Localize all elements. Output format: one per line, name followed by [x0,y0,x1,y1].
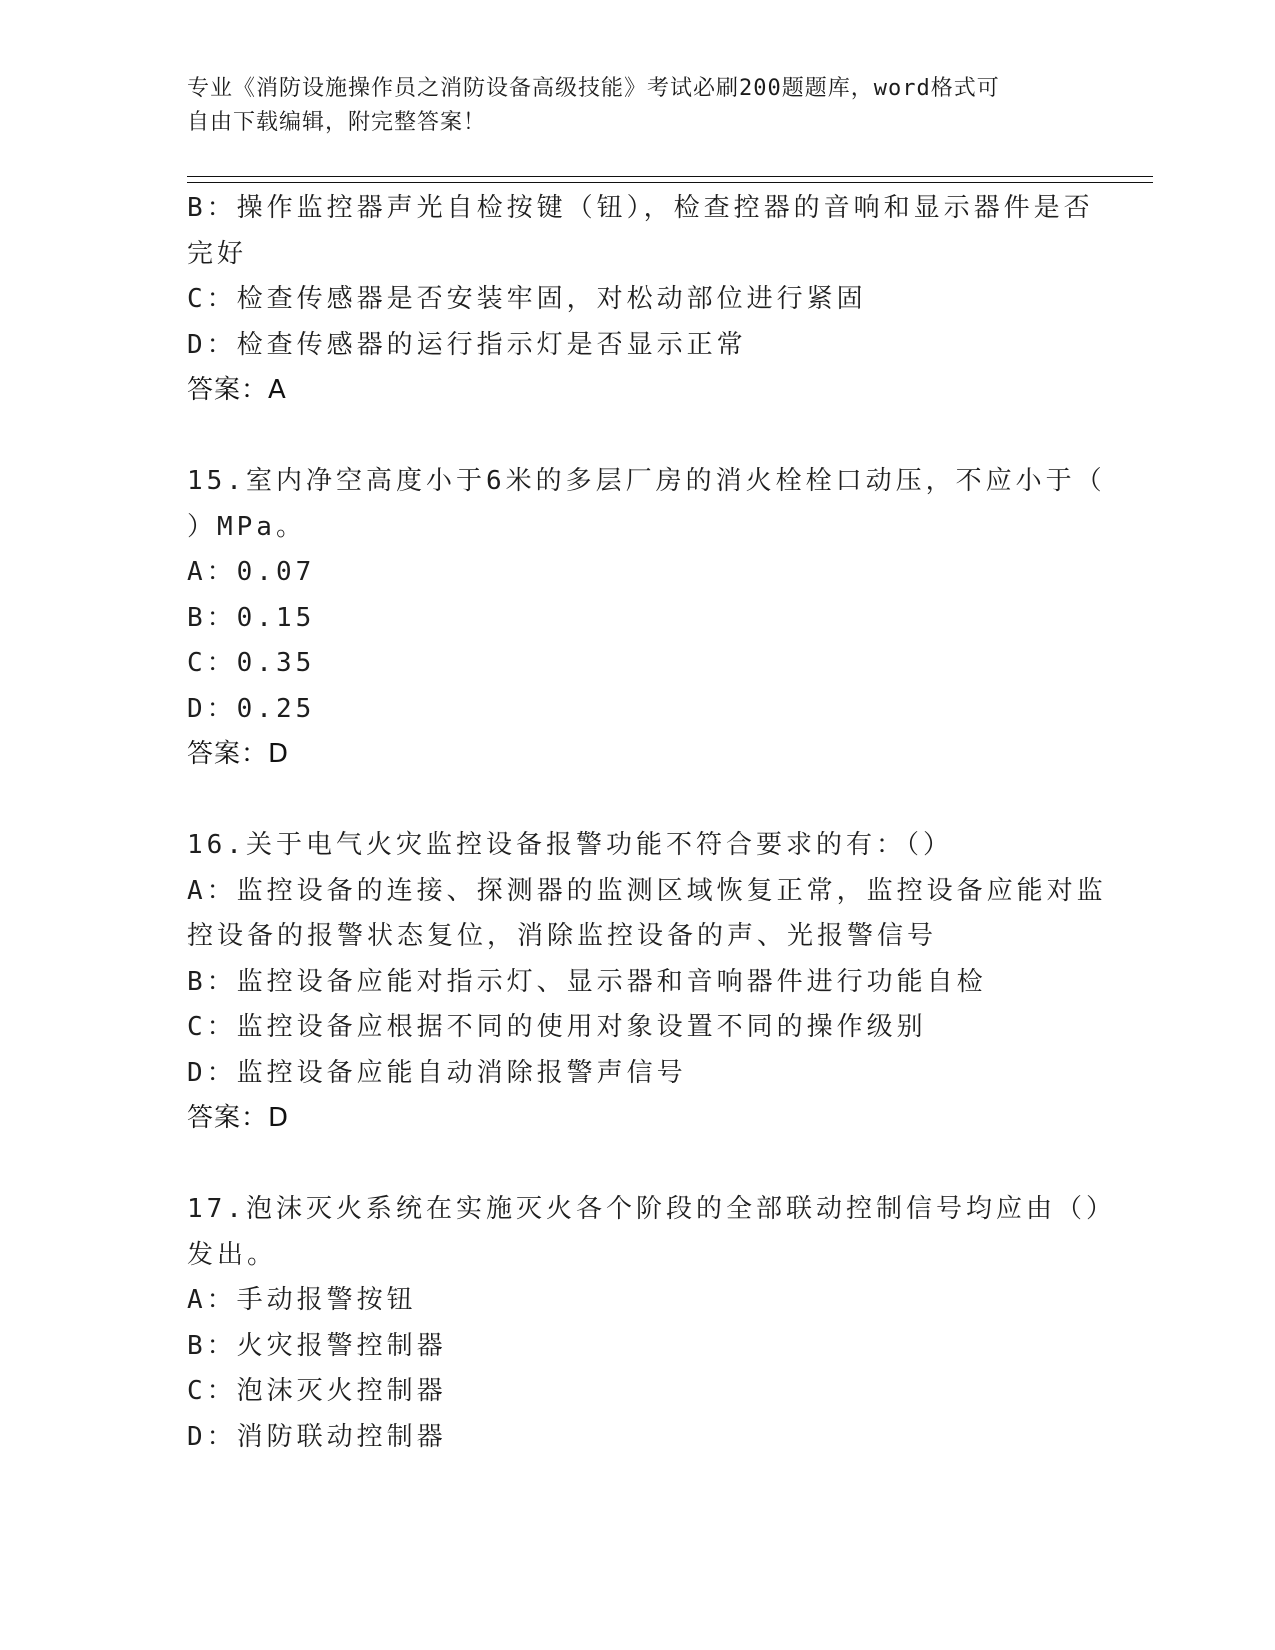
option-b: B：0.15 [187,602,316,633]
option-c: C：0.35 [187,648,316,678]
option-d: D：消防联动控制器 [187,1421,447,1452]
question-17 [187,1187,1116,1460]
option-d: D：监控设备应能自动消除报警声信号 [187,1057,687,1088]
header-divider-bottom [187,182,1153,183]
answer-label: 答案：A [187,375,287,405]
header-title-line-1: 专业《消防设施操作员之消防设备高级技能》考试必刷200题题库，word格式可 [187,76,1000,101]
spacer [187,778,1087,824]
option-a: A：0.07 [187,557,316,587]
option-a: A：手动报警按钮 [187,1285,417,1315]
spacer [187,414,1087,460]
question-14-continued [187,186,1094,414]
option-b-line-2: 完好 [187,238,248,269]
header-title-line-2: 自由下载编辑，附完整答案！ [187,110,487,135]
question-stem-line-2: ）MPa。 [187,511,306,542]
answer-label: 答案：D [187,1103,290,1133]
document-header [187,72,1067,140]
option-c: C：泡沫灭火控制器 [187,1376,447,1406]
header-divider-top [187,176,1153,177]
option-c: C：检查传感器是否安装牢固，对松动部位进行紧固 [187,284,867,314]
option-d: D：检查传感器的运行指示灯是否显示正常 [187,329,747,360]
option-b: B：监控设备应能对指示灯、显示器和音响器件进行功能自检 [187,966,987,997]
question-stem-line-2: 发出。 [187,1239,278,1270]
option-b-line-1: B：操作监控器声光自检按键（钮），检查控器的音响和显示器件是否 [187,193,1094,223]
option-c: C：监控设备应根据不同的使用对象设置不同的操作级别 [187,1012,927,1042]
option-d: D：0.25 [187,693,316,724]
question-15 [187,459,1106,778]
option-a-line-1: A：监控设备的连接、探测器的监测区域恢复正常，监控设备应能对监 [187,875,1107,906]
question-stem: 16.关于电气火灾监控设备报警功能不符合要求的有：（） [187,830,953,860]
spacer [187,1142,1087,1188]
question-stem-line-1: 15.室内净空高度小于6米的多层厂房的消火栓栓口动压，不应小于（ [187,466,1106,496]
option-b: B：火灾报警控制器 [187,1330,447,1361]
option-a-line-2: 控设备的报警状态复位，消除监控设备的声、光报警信号 [187,921,938,951]
question-16 [187,823,1107,1142]
answer-label: 答案：D [187,739,290,769]
question-stem-line-1: 17.泡沫灭火系统在实施灭火各个阶段的全部联动控制信号均应由（） [187,1194,1116,1224]
question-list [187,186,1116,1460]
